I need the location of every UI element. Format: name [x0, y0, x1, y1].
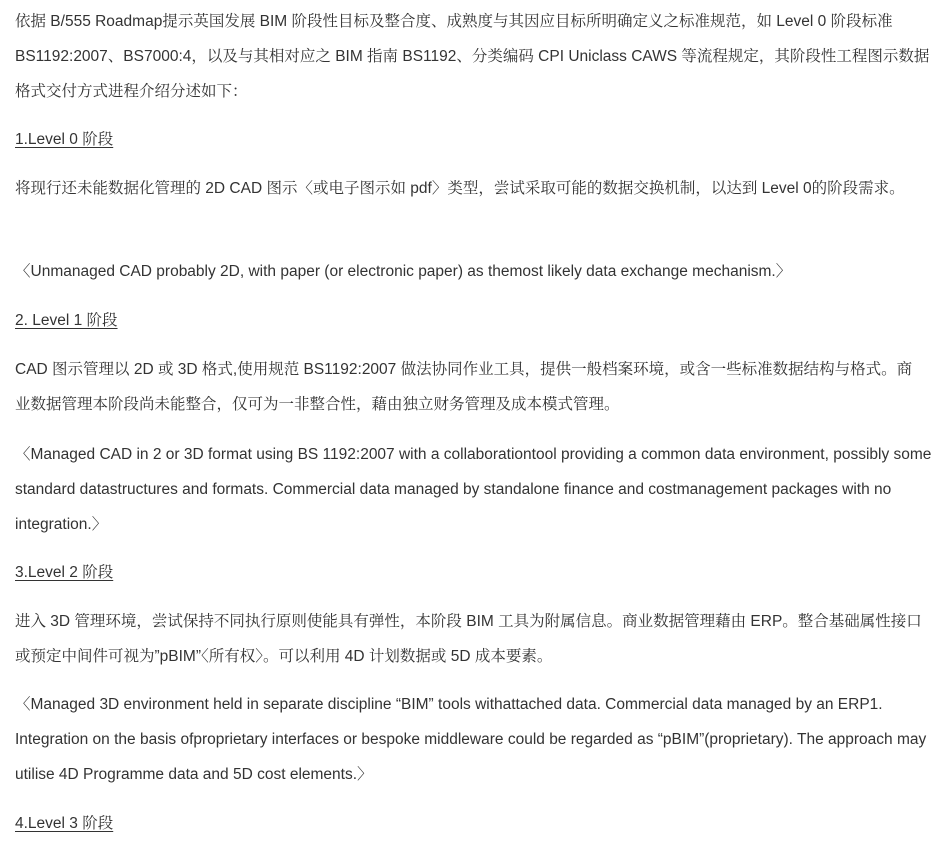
- level-1-english-paragraph: 〈Managed CAD in 2 or 3D format using BS 1192:2007 with a collaborationtool providing a common data environment, possibly some standard datastructures and formats. Commercial data managed by standalone finance and costmanagement packages with no integration.〉: [15, 446, 932, 533]
- level-0-english-paragraph: 〈Unmanaged CAD probably 2D, with paper (or electronic paper) as themost likely data exchange mechanism.〉: [15, 263, 792, 280]
- intro-paragraph: 依据 B/555 Roadmap提示英国发展 BIM 阶段性目标及整合度、成熟度与其因应目标所明确定义之标准规范，如 Level 0 阶段标准 BS1192:2007、BS7000:4，以及与其相对应之 BIM 指南 BS1192、分类编码 CPI Uniclass CAWS 等流程规定，其阶段性工程图示数据格式交付方式进程介绍分述如下：: [15, 13, 930, 100]
- level-0-chinese-paragraph: 将现行还未能数据化管理的 2D CAD 图示〈或电子图示如 pdf〉类型，尝试采取可能的数据交换机制，以达到 Level 0的阶段需求。: [15, 180, 905, 197]
- level-2-english-paragraph: 〈Managed 3D environment held in separate discipline “BIM” tools withattached data. Commercial data managed by an ERP1. Integration on the basis ofproprietary interfaces or bespoke middleware could be regarded as “pBIM”(proprietary). The approach may utilise 4D Programme data and 5D cost elements.〉: [15, 696, 927, 783]
- level-1-chinese-paragraph: CAD 图示管理以 2D 或 3D 格式,使用规范 BS1192:2007 做法协同作业工具，提供一般档案环境，或含一些标准数据结构与格式。商业数据管理本阶段尚未能整合，仅可为一非整合性，藉由独立财务管理及成本模式管理。: [15, 361, 913, 413]
- section-heading-level-1: 2. Level 1 阶段: [15, 312, 118, 329]
- section-heading-level-2: 3.Level 2 阶段: [15, 564, 114, 581]
- section-heading-level-0: 1.Level 0 阶段: [15, 131, 114, 148]
- level-2-chinese-paragraph: 进入 3D 管理环境，尝试保持不同执行原则使能具有弹性，本阶段 BIM 工具为附属信息。商业数据管理藉由 ERP。整合基础属性接口或预定中间件可视为”pBIM”〈所有权〉。可以利用 4D 计划数据或 5D 成本要素。: [15, 613, 922, 665]
- section-heading-level-3: 4.Level 3 阶段: [15, 815, 114, 832]
